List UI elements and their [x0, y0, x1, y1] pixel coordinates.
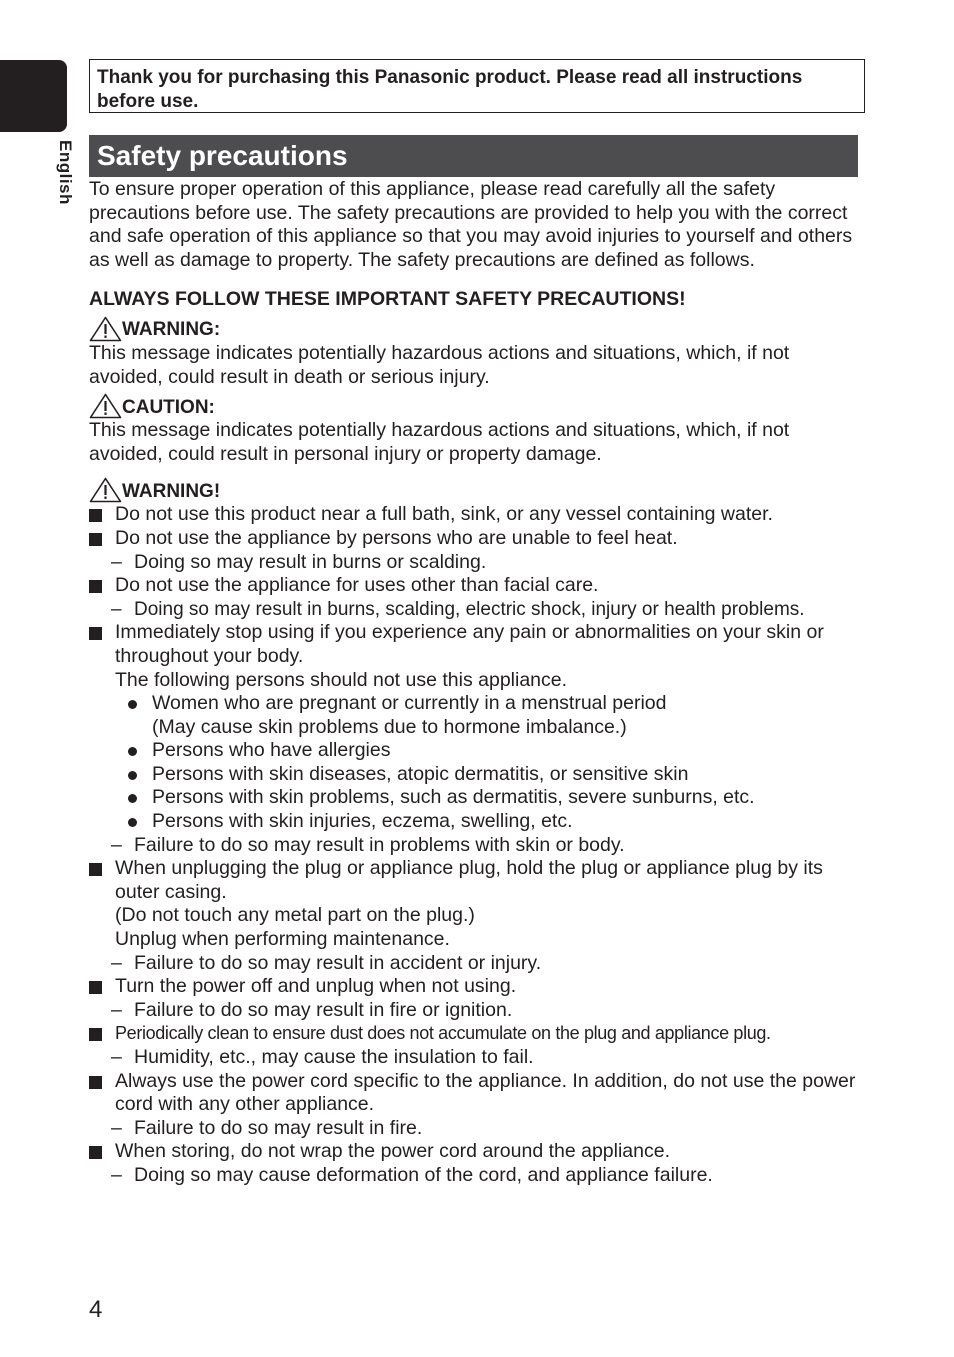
person-text: Persons with skin injuries, eczema, swelling, etc.	[152, 810, 573, 833]
dot-icon	[128, 747, 137, 756]
black-square-icon	[89, 863, 102, 876]
black-square-icon	[89, 627, 102, 640]
list-item	[89, 1140, 864, 1187]
note-text: Doing so may result in burns, scalding, electric shock, injury or health problems.	[134, 598, 805, 620]
note-text: Doing so may result in burns or scalding.	[134, 550, 487, 573]
item-note	[111, 952, 864, 976]
item-text: Turn the power off and unplug when not using.	[115, 975, 517, 998]
item-note	[111, 551, 864, 575]
warning-triangle-icon	[89, 316, 122, 342]
dash-mark: –	[111, 598, 122, 620]
list-item	[89, 527, 864, 574]
person-text: Persons with skin problems, such as dermatitis, severe sunburns, etc.	[152, 786, 755, 809]
warning-definition-label: WARNING:	[122, 319, 221, 341]
list-item	[89, 503, 864, 527]
list-item	[115, 763, 864, 787]
item-note	[111, 999, 864, 1023]
dash-mark: –	[111, 550, 122, 573]
person-text: Persons who have allergies	[152, 739, 391, 762]
note-text: Failure to do so may result in accident or injury.	[134, 951, 542, 974]
warning-triangle-icon	[89, 393, 122, 419]
item-text: Do not use the appliance for uses other than facial care.	[115, 574, 599, 597]
language-label: English	[56, 140, 75, 205]
dash-mark: –	[111, 951, 122, 974]
person-text-detail: (May cause skin problems due to hormone imbalance.)	[152, 715, 627, 738]
section-title: Safety precautions	[89, 135, 858, 177]
intro-box: Thank you for purchasing this Panasonic product. Please read all instructions before use.	[89, 59, 865, 113]
item-note	[111, 598, 864, 622]
dash-mark: –	[111, 833, 122, 856]
list-item	[89, 621, 864, 857]
item-note	[111, 1046, 864, 1070]
item-extra: The following persons should not use this appliance.	[115, 668, 568, 691]
person-text: Persons with skin diseases, atopic dermatitis, or sensitive skin	[152, 762, 689, 785]
item-text: Immediately stop using if you experience any pain or abnormalities on your skin or throughout your body.	[115, 621, 824, 667]
person-text: Women who are pregnant or currently in a menstrual period	[152, 692, 667, 715]
item-note	[111, 834, 864, 858]
list-item	[89, 1022, 864, 1069]
note-text: Failure to do so may result in problems with skin or body.	[134, 833, 625, 856]
warning-definition-heading	[89, 316, 864, 342]
list-item	[115, 739, 864, 763]
dot-icon	[128, 700, 137, 709]
note-text: Failure to do so may result in fire.	[134, 1116, 423, 1139]
dash-mark: –	[111, 998, 122, 1021]
warning-definition-text: This message indicates potentially hazardous actions and situations, which, if not avoided, could result in death or serious injury.	[89, 341, 790, 388]
item-text: When storing, do not wrap the power cord around the appliance.	[115, 1140, 671, 1163]
black-square-icon	[89, 533, 102, 546]
list-item	[89, 857, 864, 975]
dot-icon	[128, 818, 137, 827]
list-item	[89, 975, 864, 1022]
warning-heading-label: WARNING!	[122, 480, 221, 502]
dash-mark: –	[111, 1046, 122, 1068]
note-text: Doing so may cause deformation of the cord, and appliance failure.	[134, 1163, 713, 1186]
warning-heading	[89, 477, 864, 503]
item-extra: (Do not touch any metal part on the plug.)	[115, 904, 475, 927]
item-text: Do not use this product near a full bath, sink, or any vessel containing water.	[115, 503, 773, 526]
list-item	[115, 786, 864, 810]
persons-list	[115, 692, 864, 834]
page-number: 4	[89, 1296, 103, 1323]
list-item	[115, 810, 864, 834]
item-text: Always use the power cord specific to the appliance. In addition, do not use the power cord with any other appliance.	[115, 1069, 856, 1116]
item-extra: Unplug when performing maintenance.	[115, 928, 450, 951]
note-text: Failure to do so may result in fire or ignition.	[134, 998, 513, 1021]
dot-icon	[128, 794, 137, 803]
item-text: When unplugging the plug or appliance plug, hold the plug or appliance plug by its outer casing.	[115, 857, 823, 903]
caution-definition-heading	[89, 393, 864, 419]
dot-icon	[128, 771, 137, 780]
black-square-icon	[89, 981, 102, 994]
dash-mark: –	[111, 1116, 122, 1139]
black-square-icon	[89, 509, 102, 522]
black-square-icon	[89, 1146, 102, 1159]
list-item	[89, 1070, 864, 1141]
list-item	[89, 574, 864, 621]
black-square-icon	[89, 1076, 102, 1089]
warning-triangle-icon	[89, 477, 122, 503]
description: To ensure proper operation of this appliance, please read carefully all the safety precautions before use. The safety precautions are provided to help you with the correct and safe operation of this appliance so that you may avoid injuries to yourself and others as well as damage to property. The safety precautions are defined as follows.	[89, 178, 853, 271]
black-square-icon	[89, 1028, 102, 1041]
always-follow-heading: ALWAYS FOLLOW THESE IMPORTANT SAFETY PRECAUTIONS!	[89, 288, 686, 311]
item-text: Periodically clean to ensure dust does not accumulate on the plug and appliance plug.	[115, 1023, 771, 1044]
page-content	[89, 178, 864, 1188]
item-text: Do not use the appliance by persons who are unable to feel heat.	[115, 526, 678, 549]
language-tab	[0, 60, 67, 132]
dash-mark: –	[111, 1163, 122, 1186]
caution-definition-label: CAUTION:	[122, 396, 215, 418]
caution-definition-text: This message indicates potentially hazardous actions and situations, which, if not avoided, could result in personal injury or property damage.	[89, 419, 790, 465]
black-square-icon	[89, 580, 102, 593]
note-text: Humidity, etc., may cause the insulation to fail.	[134, 1046, 534, 1068]
warning-list	[89, 503, 864, 1187]
list-item	[115, 692, 864, 739]
item-note	[111, 1117, 864, 1141]
item-note	[111, 1164, 864, 1188]
